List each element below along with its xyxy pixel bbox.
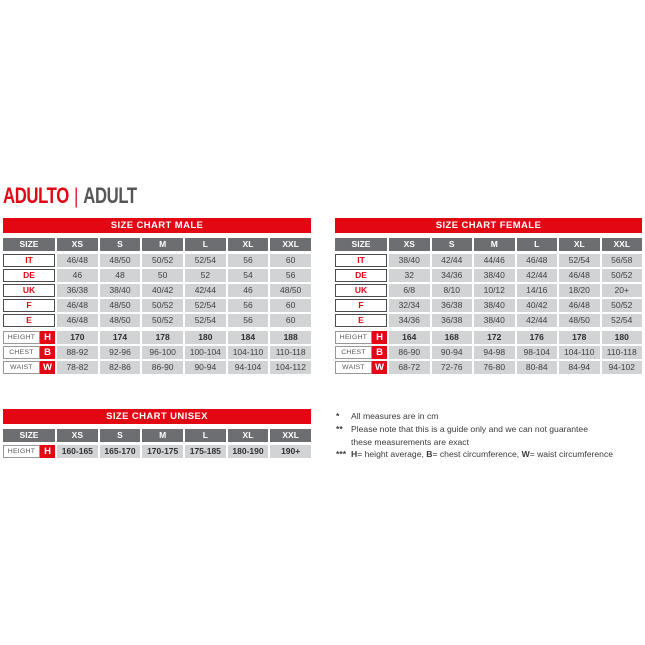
footnote-segment: All measures are in cm <box>351 411 439 421</box>
table-title-bar: SIZE CHART UNISEX <box>3 409 311 424</box>
footnote-text <box>351 410 642 423</box>
size-system-label: DE <box>335 269 387 282</box>
measure-label: CHEST <box>335 346 372 359</box>
size-value-cell: 60 <box>270 314 311 327</box>
measure-label: HEIGHT <box>3 331 40 344</box>
size-value-cell: 18/20 <box>559 284 600 297</box>
measure-value-cell: 190+ <box>270 445 311 458</box>
column-header-s: S <box>432 238 473 251</box>
size-row-uk <box>335 284 642 297</box>
measure-value-cell: 104-110 <box>228 346 269 359</box>
size-value-cell: 60 <box>270 254 311 267</box>
size-value-cell: 38/40 <box>474 314 515 327</box>
measure-label-wrap <box>3 331 55 344</box>
size-row-de <box>3 269 311 282</box>
size-value-cell: 14/16 <box>517 284 558 297</box>
footnote-marker: *** <box>336 449 347 460</box>
measure-value-cell: 168 <box>432 331 473 344</box>
column-header-s: S <box>100 429 141 442</box>
size-value-cell: 44/46 <box>474 254 515 267</box>
measure-value-cell: 82-86 <box>100 361 141 374</box>
size-value-cell: 40/42 <box>517 299 558 312</box>
measure-value-cell: 180 <box>602 331 643 344</box>
size-value-cell: 52/54 <box>185 314 226 327</box>
measure-value-cell: 170 <box>57 331 98 344</box>
measure-value-cell: 88-92 <box>57 346 98 359</box>
measure-value-cell: 180-190 <box>228 445 269 458</box>
size-value-cell: 46/48 <box>57 299 98 312</box>
footnote-segment: = waist circumference <box>529 449 614 460</box>
size-value-cell: 52/54 <box>185 254 226 267</box>
measure-value-cell: 160-165 <box>57 445 98 458</box>
size-value-cell: 38/40 <box>389 254 430 267</box>
size-row-e <box>3 314 311 327</box>
size-row-de <box>335 269 642 282</box>
column-header-m: M <box>142 429 183 442</box>
measure-value-cell: 172 <box>474 331 515 344</box>
measure-value-cell: 98-104 <box>517 346 558 359</box>
measure-value-cell: 178 <box>559 331 600 344</box>
measure-row-height <box>3 445 311 458</box>
footnote-line <box>351 448 642 461</box>
size-system-label: IT <box>335 254 387 267</box>
size-value-cell: 48 <box>100 269 141 282</box>
measure-value-cell: 90-94 <box>432 346 473 359</box>
footnote-marker: * <box>336 411 340 421</box>
size-system-label: E <box>335 314 387 327</box>
column-header-s: S <box>100 238 141 251</box>
column-header-xl: XL <box>228 429 269 442</box>
size-system-label: E <box>3 314 55 327</box>
size-value-cell: 56/58 <box>602 254 643 267</box>
table-title-bar: SIZE CHART FEMALE <box>335 218 642 233</box>
page-title <box>3 183 137 209</box>
measure-badge: H <box>40 331 55 344</box>
column-header-size: SIZE <box>3 238 55 251</box>
size-value-cell: 48/50 <box>100 314 141 327</box>
column-header-l: L <box>185 429 226 442</box>
footnote-marker: ** <box>336 423 343 434</box>
size-value-cell: 46/48 <box>57 254 98 267</box>
footnote <box>336 410 642 423</box>
size-value-cell: 60 <box>270 299 311 312</box>
size-value-cell: 46/48 <box>559 299 600 312</box>
measure-label: HEIGHT <box>335 331 372 344</box>
size-value-cell: 10/12 <box>474 284 515 297</box>
column-header-m: M <box>142 238 183 251</box>
size-value-cell: 56 <box>270 269 311 282</box>
size-system-label: DE <box>3 269 55 282</box>
size-value-cell: 32 <box>389 269 430 282</box>
footnote-segment: these measurements are exact <box>351 436 469 447</box>
footnote-line <box>351 410 642 423</box>
size-value-cell: 42/44 <box>517 269 558 282</box>
size-row-it <box>3 254 311 267</box>
footnote-line <box>351 423 642 436</box>
size-value-cell: 46/48 <box>57 314 98 327</box>
table-header-row <box>3 429 311 442</box>
size-value-cell: 48/50 <box>100 299 141 312</box>
measure-badge: B <box>40 346 55 359</box>
size-value-cell: 38/40 <box>474 269 515 282</box>
footnote-segment: B <box>426 449 433 460</box>
measure-value-cell: 80-84 <box>517 361 558 374</box>
footnote-line <box>351 436 642 449</box>
size-system-label: F <box>3 299 55 312</box>
size-value-cell: 42/44 <box>432 254 473 267</box>
size-value-cell: 20+ <box>602 284 643 297</box>
size-value-cell: 54 <box>228 269 269 282</box>
size-row-f <box>335 299 642 312</box>
size-value-cell: 8/10 <box>432 284 473 297</box>
footnote-text <box>351 448 642 461</box>
column-header-size: SIZE <box>3 429 55 442</box>
size-value-cell: 46/48 <box>517 254 558 267</box>
size-value-cell: 50/52 <box>602 269 643 282</box>
measure-value-cell: 180 <box>185 331 226 344</box>
size-row-uk <box>3 284 311 297</box>
measure-value-cell: 96-100 <box>142 346 183 359</box>
size-system-label: IT <box>3 254 55 267</box>
column-header-size: SIZE <box>335 238 387 251</box>
size-value-cell: 52 <box>185 269 226 282</box>
size-value-cell: 42/44 <box>185 284 226 297</box>
measure-value-cell: 110-118 <box>602 346 643 359</box>
column-header-xl: XL <box>228 238 269 251</box>
size-value-cell: 56 <box>228 314 269 327</box>
table-title-bar: SIZE CHART MALE <box>3 218 311 233</box>
footnote-segment: H <box>351 449 358 460</box>
table-header-row <box>335 238 642 251</box>
measure-badge: W <box>40 361 55 374</box>
measure-value-cell: 176 <box>517 331 558 344</box>
measure-row-waist <box>3 361 311 374</box>
footnote-text <box>351 423 642 449</box>
size-value-cell: 36/38 <box>432 314 473 327</box>
footnote-segment: Please note that this is a guide only and we can not guarantee <box>351 423 588 434</box>
measure-value-cell: 94-104 <box>228 361 269 374</box>
measure-label: CHEST <box>3 346 40 359</box>
size-value-cell: 52/54 <box>559 254 600 267</box>
measure-value-cell: 90-94 <box>185 361 226 374</box>
measure-value-cell: 92-96 <box>100 346 141 359</box>
size-value-cell: 36/38 <box>57 284 98 297</box>
measure-value-cell: 165-170 <box>100 445 141 458</box>
footnote-segment: = chest circumference, <box>432 449 522 460</box>
page-title-divider: | <box>74 185 78 208</box>
measure-value-cell: 104-112 <box>270 361 311 374</box>
size-system-label: UK <box>335 284 387 297</box>
size-chart-male <box>3 218 311 376</box>
measure-value-cell: 170-175 <box>142 445 183 458</box>
size-value-cell: 46 <box>57 269 98 282</box>
column-header-xs: XS <box>57 238 98 251</box>
measure-badge: W <box>372 361 387 374</box>
footnote-segment: W <box>521 449 530 460</box>
measure-label-wrap <box>335 361 387 374</box>
measure-label-wrap <box>335 346 387 359</box>
size-value-cell: 56 <box>228 254 269 267</box>
column-header-xxl: XXL <box>602 238 643 251</box>
measure-value-cell: 164 <box>389 331 430 344</box>
size-value-cell: 34/36 <box>432 269 473 282</box>
measure-value-cell: 78-82 <box>57 361 98 374</box>
measure-value-cell: 104-110 <box>559 346 600 359</box>
size-value-cell: 48/50 <box>559 314 600 327</box>
size-system-label: UK <box>3 284 55 297</box>
measure-row-height <box>335 331 642 344</box>
size-value-cell: 48/50 <box>270 284 311 297</box>
size-value-cell: 38/40 <box>474 299 515 312</box>
measure-row-height <box>3 331 311 344</box>
column-header-xs: XS <box>57 429 98 442</box>
measure-label-wrap <box>3 445 55 458</box>
page-title-secondary: ADULT <box>83 183 137 208</box>
size-row-it <box>335 254 642 267</box>
column-header-m: M <box>474 238 515 251</box>
measure-badge: H <box>40 445 55 458</box>
measure-value-cell: 110-118 <box>270 346 311 359</box>
measure-value-cell: 84-94 <box>559 361 600 374</box>
measure-value-cell: 94-102 <box>602 361 643 374</box>
size-value-cell: 34/36 <box>389 314 430 327</box>
column-header-xl: XL <box>559 238 600 251</box>
measure-value-cell: 100-104 <box>185 346 226 359</box>
column-header-xs: XS <box>389 238 430 251</box>
measure-value-cell: 72-76 <box>432 361 473 374</box>
column-header-l: L <box>517 238 558 251</box>
measure-badge: B <box>372 346 387 359</box>
size-value-cell: 32/34 <box>389 299 430 312</box>
size-chart-female <box>335 218 642 376</box>
column-header-xxl: XXL <box>270 429 311 442</box>
column-header-xxl: XXL <box>270 238 311 251</box>
footnote <box>336 423 642 449</box>
footnotes <box>336 410 642 461</box>
size-value-cell: 48/50 <box>100 254 141 267</box>
size-value-cell: 50/52 <box>142 254 183 267</box>
size-value-cell: 50/52 <box>142 314 183 327</box>
page-title-primary: ADULTO <box>3 183 69 208</box>
footnote <box>336 448 642 461</box>
size-value-cell: 38/40 <box>100 284 141 297</box>
measure-value-cell: 68-72 <box>389 361 430 374</box>
size-value-cell: 50 <box>142 269 183 282</box>
size-value-cell: 46/48 <box>559 269 600 282</box>
measure-badge: H <box>372 331 387 344</box>
footnote-segment: = height average, <box>357 449 427 460</box>
measure-value-cell: 175-185 <box>185 445 226 458</box>
size-value-cell: 50/52 <box>142 299 183 312</box>
measure-value-cell: 76-80 <box>474 361 515 374</box>
size-value-cell: 6/8 <box>389 284 430 297</box>
measure-label: WAIST <box>3 361 40 374</box>
measure-value-cell: 184 <box>228 331 269 344</box>
measure-label-wrap <box>335 331 387 344</box>
measure-value-cell: 174 <box>100 331 141 344</box>
measure-label: WAIST <box>335 361 372 374</box>
measure-value-cell: 188 <box>270 331 311 344</box>
measure-label-wrap <box>3 361 55 374</box>
measure-value-cell: 86-90 <box>389 346 430 359</box>
size-chart-unisex <box>3 409 311 460</box>
size-value-cell: 36/38 <box>432 299 473 312</box>
size-value-cell: 46 <box>228 284 269 297</box>
size-value-cell: 40/42 <box>142 284 183 297</box>
measure-row-chest <box>3 346 311 359</box>
measure-value-cell: 178 <box>142 331 183 344</box>
table-header-row <box>3 238 311 251</box>
size-value-cell: 52/54 <box>185 299 226 312</box>
measure-row-chest <box>335 346 642 359</box>
measure-row-waist <box>335 361 642 374</box>
size-value-cell: 50/52 <box>602 299 643 312</box>
measure-value-cell: 94-98 <box>474 346 515 359</box>
size-value-cell: 42/44 <box>517 314 558 327</box>
size-value-cell: 52/54 <box>602 314 643 327</box>
measure-label-wrap <box>3 346 55 359</box>
size-row-f <box>3 299 311 312</box>
size-value-cell: 56 <box>228 299 269 312</box>
size-row-e <box>335 314 642 327</box>
measure-label: HEIGHT <box>3 445 40 458</box>
column-header-l: L <box>185 238 226 251</box>
measure-value-cell: 86-90 <box>142 361 183 374</box>
size-system-label: F <box>335 299 387 312</box>
